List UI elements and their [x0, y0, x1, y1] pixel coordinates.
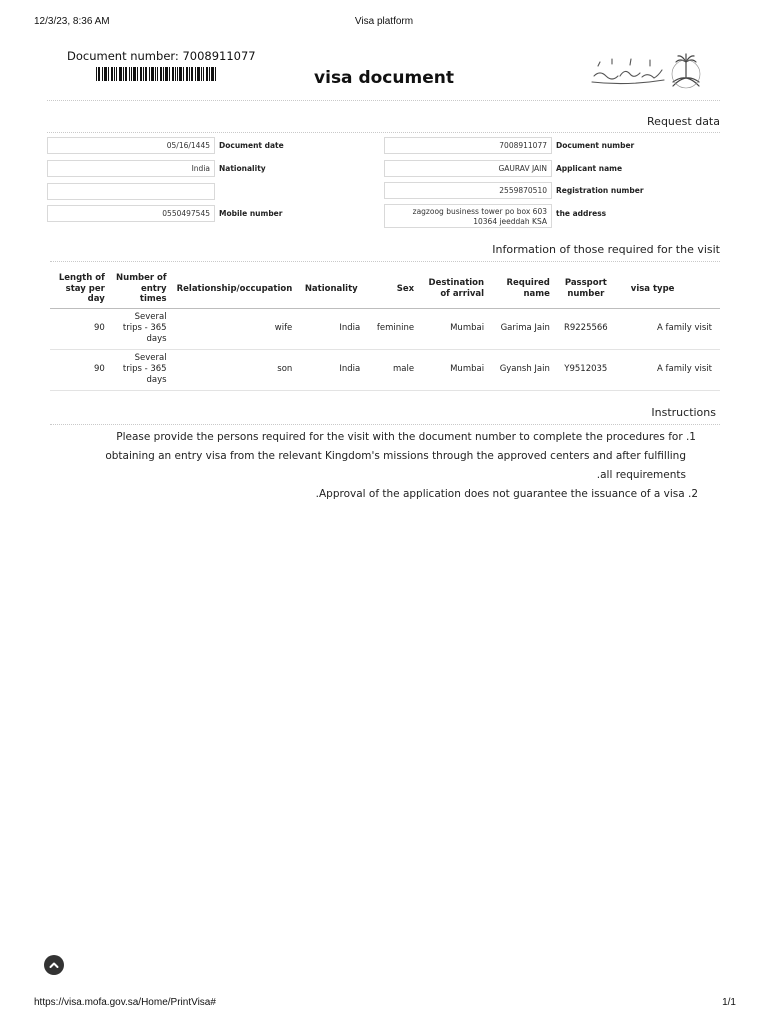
page-title: visa document [314, 68, 454, 88]
address-line-1: zagzoog business tower po box 603 [412, 207, 547, 216]
cell-entry-times: Several trips - 365 days [110, 349, 172, 390]
print-page-title: Visa platform [354, 16, 414, 27]
table-row [50, 308, 720, 349]
cell-entry-times: Several trips - 365 days [110, 308, 172, 349]
cell-destination: Mumbai [419, 349, 489, 390]
cell-visa-type: A family visit [617, 349, 720, 390]
nationality-value: India [47, 160, 215, 177]
cell-destination: Mumbai [419, 308, 489, 349]
cell-visa-type: A family visit [617, 308, 720, 349]
print-page-number: 1/1 [722, 997, 736, 1008]
instruction-line-1: Please provide the persons required for the visit with the document number to complete the procedures for .1 [116, 431, 696, 443]
document-date-value: 05/16/1445 [47, 137, 215, 154]
table-row [50, 349, 720, 390]
col-visa-type: visa type [617, 270, 720, 308]
col-sex: Sex [365, 270, 419, 308]
mobile-number-value: 0550497545 [47, 205, 215, 222]
header-divider [47, 100, 720, 101]
cell-sex: feminine [365, 308, 419, 349]
address-label: the address [556, 209, 607, 218]
scroll-top-button[interactable] [44, 955, 64, 975]
cell-required-name: Gyansh Jain [489, 349, 555, 390]
ministry-logo-icon [590, 52, 708, 96]
applicant-name-value: GAURAV JAIN [384, 160, 552, 177]
instruction-line-4: .Approval of the application does not guarantee the issuance of a visa .2 [315, 488, 698, 500]
chevron-up-icon [48, 959, 60, 971]
print-url: https://visa.mofa.gov.sa/Home/PrintVisa# [34, 997, 216, 1008]
cell-relationship: son [172, 349, 298, 390]
cell-length-of-stay: 90 [50, 308, 110, 349]
document-number-value: 7008911077 [384, 137, 552, 154]
empty-field [47, 183, 215, 200]
instruction-line-2: obtaining an entry visa from the relevant Kingdom's missions through the approved centers and after fulfilling [105, 450, 686, 462]
cell-required-name: Garima Jain [489, 308, 555, 349]
cell-relationship: wife [172, 308, 298, 349]
address-line-2: 10364 jeeddah KSA [473, 217, 547, 226]
cell-nationality: India [297, 308, 365, 349]
cell-length-of-stay: 90 [50, 349, 110, 390]
address-value [384, 204, 552, 228]
cell-passport-number: R9225566 [555, 308, 617, 349]
col-length-of-stay: Length of stay per day [50, 270, 110, 308]
document-number-label: Document number: 7008911077 [67, 49, 256, 63]
registration-number-value: 2559870510 [384, 182, 552, 199]
col-required-name: Required name [489, 270, 555, 308]
instructions-divider [50, 424, 720, 425]
col-nationality: Nationality [297, 270, 365, 308]
persons-section-title: Information of those required for the visit [492, 243, 720, 256]
col-passport-number: Passport number [555, 270, 617, 308]
print-datetime: 12/3/23, 8:36 AM [34, 16, 110, 27]
request-divider [47, 132, 720, 133]
cell-passport-number: Y9512035 [555, 349, 617, 390]
cell-nationality: India [297, 349, 365, 390]
request-data-title: Request data [647, 115, 720, 128]
col-relationship: Relationship/occupation [172, 270, 298, 308]
nationality-label: Nationality [219, 164, 266, 173]
persons-table [50, 270, 720, 391]
col-entry-times: Number of entry times [110, 270, 172, 308]
mobile-number-label: Mobile number [219, 209, 283, 218]
instructions-title: Instructions [651, 406, 716, 419]
document-number-field-label: Document number [556, 141, 635, 150]
cell-sex: male [365, 349, 419, 390]
registration-number-label: Registration number [556, 186, 644, 195]
persons-header-row [50, 270, 720, 308]
document-date-label: Document date [219, 141, 284, 150]
applicant-name-label: Applicant name [556, 164, 623, 173]
instruction-line-3: .all requirements [596, 469, 686, 481]
persons-divider [50, 261, 720, 262]
col-destination: Destination of arrival [419, 270, 489, 308]
